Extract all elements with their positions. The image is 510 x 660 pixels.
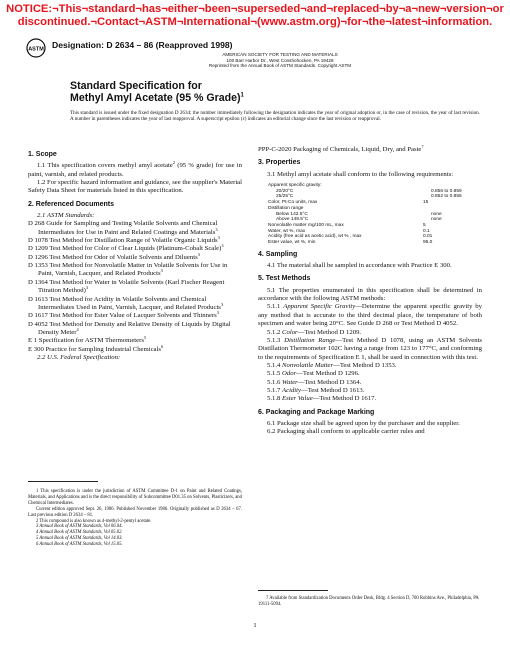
requirement-name: Water, wt %, max bbox=[268, 228, 306, 234]
footnote-mark: 3 bbox=[215, 226, 218, 232]
footnote-mark: 3 bbox=[216, 309, 219, 315]
footnote-mark: 3 bbox=[160, 268, 163, 274]
designation: Designation: D 2634 – 86 (Reapproved 1998) bbox=[52, 40, 233, 50]
para-5-1-4: 5.1.4 Nonvolatile Matter—Test Method D 1353. bbox=[267, 361, 397, 369]
section-heading-test-methods: 5. Test Methods bbox=[258, 275, 311, 283]
requirement-value: 0.856 to 0.859 bbox=[431, 188, 462, 194]
para-5-1-2: 5.1.2 Color—Test Method D 1209. bbox=[267, 328, 362, 336]
logo-text: ASTM bbox=[28, 46, 44, 53]
document-title bbox=[70, 80, 244, 104]
requirement-name: Above 149.5°C bbox=[276, 217, 309, 223]
section-heading-referenced-documents: 2. Referenced Documents bbox=[28, 200, 114, 208]
reference-item: D 1296 Test Method for Odor of Volatile Solvents and Diluents$^3$ bbox=[28, 251, 200, 261]
para-5-1-1: 5.1.1 Apparent Specific Gravity—Determine the apparent specific gravity by any method that is accurate to the third decimal place, the temperature of both specimen and water being 20°C. See Guide D 268 or Test Method D 4052. bbox=[258, 303, 482, 328]
requirement-value: 95.0 bbox=[423, 240, 433, 246]
para-3-1: 3.1 Methyl amyl acetate shall conform to the following requirements: bbox=[267, 170, 454, 178]
requirement-value: none bbox=[431, 217, 442, 223]
requirement-value: 5 bbox=[423, 222, 426, 228]
requirement-name: Acidity (free acid as acetic acid), wt % , max bbox=[268, 234, 362, 240]
para-5-1-6: 5.1.6 Water—Test Method D 1364. bbox=[267, 378, 362, 386]
publisher-line: Reprinted from the Annual Book of ASTM Standards. Copyright ASTM bbox=[208, 63, 352, 69]
footnote-mark: 3 bbox=[85, 284, 89, 290]
publisher-block bbox=[150, 52, 410, 69]
right-column bbox=[258, 143, 482, 437]
requirement-name: Apparent specific gravity: bbox=[268, 183, 322, 189]
requirement-value: 0.01 bbox=[423, 234, 433, 240]
footnote-mark: 3 bbox=[197, 251, 200, 257]
footnote-mark: 4 bbox=[76, 326, 79, 332]
footnote-mark: 1 bbox=[240, 92, 244, 99]
left-column bbox=[28, 146, 242, 362]
footnote-4: 4 Annual Book of ASTM Standards, Vol 05.02. bbox=[36, 530, 123, 536]
footnote-2: 2 This compound is also known as 4-methyl-2-pentyl acetate. bbox=[36, 518, 152, 524]
requirement-value: 0.852 to 0.855 bbox=[431, 194, 462, 200]
footnotes bbox=[28, 489, 242, 548]
footnote-mark: 3 bbox=[221, 243, 224, 249]
reference-item: E 300 Practice for Sampling Industrial Chemicals$^6$ bbox=[28, 343, 164, 353]
footnote-6: 6 Annual Book of ASTM Standards, Vol 15.05. bbox=[36, 542, 123, 548]
para-1-2: 1.2 For specific hazard information and guidance, see the supplier's Material Safety Data Sheet for materials listed in this specification. bbox=[28, 179, 242, 195]
section-heading-properties: 3. Properties bbox=[258, 159, 301, 167]
preamble: This standard is issued under the fixed designation D 2634; the number immediately following the designation indicates the year of original adoption or, in the case of revision, the year of last revision. A number in parentheses indicates the year of last reapproval. A superscript epsilon (ε) indicates an editorial change since the last revision or reapproval. bbox=[70, 110, 480, 123]
requirement-value: none bbox=[431, 211, 442, 217]
footnote-rule bbox=[258, 590, 328, 591]
requirement-name: Below 142.5°C bbox=[276, 211, 308, 217]
reference-item: D 1078 Test Method for Distillation Range of Volatile Organic Liquids$^3$ bbox=[28, 234, 220, 245]
footnotes-right bbox=[258, 596, 482, 608]
astm-logo bbox=[26, 38, 46, 58]
requirement-name: Color, Pt-Co units, max bbox=[268, 200, 318, 206]
requirement-name: 25/25°C bbox=[276, 194, 294, 200]
requirements-table bbox=[268, 183, 482, 246]
section-heading-scope: 1. Scope bbox=[28, 151, 57, 158]
para-5-1-5: 5.1.5 Odor—Test Method D 1296. bbox=[267, 370, 360, 378]
footnote-rule bbox=[28, 481, 98, 482]
footnote-7: 7 Available from Standardization Documents Order Desk, Bldg. 4 Section D, 700 Robbins Ave., Philadelphia, PA 19111-5094. bbox=[258, 596, 479, 607]
reference-list bbox=[28, 220, 242, 354]
para-2-2: 2.2 U.S. Federal Specification: bbox=[37, 353, 121, 361]
para-2-1: 2.1 ASTM Standards: bbox=[37, 212, 95, 220]
publisher-line: AMERICAN SOCIETY FOR TESTING AND MATERIALS bbox=[222, 52, 338, 57]
reference-ppp: PPP-C-2020 Packaging of Chemicals, Liquid, Dry, and Paste$^7$ bbox=[258, 143, 424, 153]
reference-item: D 4052 Test Method for Density and Relative Density of Liquids by Digital Density Meter$^4$ bbox=[28, 320, 231, 336]
reference-item: D 1364 Test Method for Water in Volatile Solvents (Karl Fischer Reagent Titration Method)$^3$ bbox=[28, 278, 225, 295]
para-6-2: 6.2 Packaging shall conform to applicable carrier rules and bbox=[267, 428, 425, 436]
requirement-name: Nonvolatile matter mg/100 mL, max bbox=[268, 222, 344, 228]
reference-item: D 1353 Test Method for Nonvolatile Matter in Volatile Solvents for Use in Paint, Varnish, Lacquer, and Related Products$^3$ bbox=[28, 262, 228, 278]
footnote-5: 5 Annual Book of ASTM Standards, Vol 14.03. bbox=[36, 536, 123, 542]
para-5-1: 5.1 The properties enumerated in this specification shall be determined in accordance with the following ASTM methods: bbox=[258, 286, 482, 303]
publisher-line: 100 Barr Harbor Dr., West Conshohocken, PA 19428 bbox=[226, 57, 334, 63]
reference-item: E 1 Specification for ASTM Thermometers$^5$ bbox=[28, 334, 147, 345]
para-5-1-8: 5.1.8 Ester Value—Test Method D 1617. bbox=[267, 395, 377, 403]
reference-item: D 1613 Test Method for Acidity in Volatile Solvents and Chemical Intermediates Used in Paint, Varnish, Lacquer, and Related Products$^3$ bbox=[28, 295, 224, 311]
footnote-mark: 6 bbox=[160, 343, 164, 349]
para-5-1-3: 5.1.3 Distillation Range—Test Method D 1078, using an ASTM Solvents Distillation Thermometer 102C having a range from 123 to 177°C, and conforming to the requirements of Specification E 1, shall be used in connection with this test. bbox=[258, 336, 482, 361]
requirement-value: 15 bbox=[423, 200, 429, 206]
footnote-mark: 2 bbox=[172, 160, 175, 166]
requirement-name: 20/20°C bbox=[276, 188, 294, 194]
requirement-name: Distillation range bbox=[268, 205, 304, 211]
section-heading-sampling: 4. Sampling bbox=[258, 250, 298, 258]
para-1-1: 1.1 This specification covers methyl amyl acetate$^2$ (95 % grade) for use in paint, varnish, and related products. bbox=[28, 160, 242, 178]
footnote-mark: 3 bbox=[217, 234, 220, 240]
reference-item: D 268 Guide for Sampling and Testing Volatile Solvents and Chemical Intermediates for Use in Paint and Related Coatings and Materials$^3$ bbox=[28, 220, 218, 236]
para-6-1: 6.1 Package size shall be agreed upon by the purchaser and the supplier. bbox=[267, 419, 460, 427]
para-4-1: 4.1 The material shall be sampled in accordance with Practice E 300. bbox=[267, 262, 452, 270]
footnote-mark: 5 bbox=[143, 334, 147, 340]
reference-item: D 1209 Test Method for Color of Clear Liquids (Platinum-Cobalt Scale)$^3$ bbox=[28, 243, 224, 253]
section-heading-packaging: 6. Packaging and Package Marking bbox=[258, 408, 375, 416]
requirement-name: Ester value, wt %, min bbox=[268, 240, 316, 246]
supersession-notice: NOTICE:¬This¬standard¬has¬either¬been¬superseded¬and¬replaced¬by¬a¬new¬version¬or discontinued.¬Contact¬ASTM¬International¬(www.astm.org)¬for¬the¬latest¬information. bbox=[6, 3, 504, 28]
footnote-mark: 7 bbox=[421, 143, 424, 149]
requirement-value: 0.1 bbox=[423, 228, 430, 234]
footnote-1: 1 This specification is under the jurisdiction of ASTM Committee D-1 on Paint and Related Coatings, Materials, and Applications and is the direct responsibility of Subcommittee D01.35 on Solvents, Plasticizers, and Chemical Intermediates. bbox=[28, 489, 242, 506]
page-number: 1 bbox=[253, 622, 257, 629]
footnote-mark: 3 bbox=[220, 301, 224, 307]
footnote-3: 3 Annual Book of ASTM Standards, Vol 06.04. bbox=[36, 524, 123, 530]
reference-item: D 1617 Test Method for Ester Value of Lacquer Solvents and Thinners$^3$ bbox=[28, 309, 219, 320]
title-line-2: Methyl Amyl Acetate (95 % Grade) bbox=[70, 92, 241, 104]
title-line-1: Standard Specification for bbox=[70, 80, 202, 92]
footnote-1b: Current edition approved Sept. 26, 1986. Published November 1986. Originally published as D 2634 – 67. Last previous edition D 2634 – 81. bbox=[28, 506, 242, 518]
para-5-1-7: 5.1.7 Acidity—Test Method D 1613. bbox=[267, 386, 365, 394]
requirement-row bbox=[268, 240, 482, 246]
